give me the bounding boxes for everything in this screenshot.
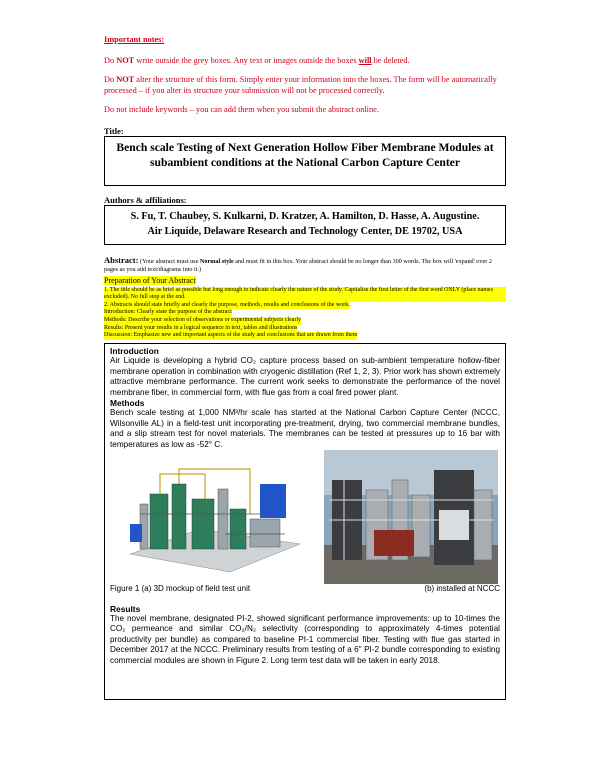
note-1: Do NOT write outside the grey boxes. Any text or images outside the boxes will be deleted. — [104, 56, 410, 65]
prep-item: Introduction: Clearly state the purpose of the abstract — [104, 309, 232, 316]
3d-mockup-image — [110, 454, 310, 582]
authors-label: Authors & affiliations: — [104, 195, 187, 205]
note-2: Do NOT alter the structure of this form. Simply enter your information into the boxes. The form will be automatically processed – if you alter its structure your submission will not be processed correctly. — [104, 75, 497, 95]
abstract-label: Abstract: — [104, 255, 139, 265]
preparation-heading: Preparation of Your Abstract — [104, 276, 196, 285]
note-3: Do not include keywords – you can add them when you submit the abstract online. — [104, 105, 379, 114]
figure-1-caption — [110, 584, 500, 595]
authors-box[interactable] — [104, 205, 506, 245]
prep-item: Discussion: Emphasize new and important aspects of the study and conclusions that are drawn from them — [104, 332, 358, 339]
abstract-instructions: Abstract: (Your abstract must use Normal style and must fit in this box. Your abstract should be no longer than 300 words. The box will 'expand' over 2 pages as you add text/diagrams into it.) — [104, 255, 492, 273]
intro-text: Air Liquide is developing a hybrid CO₂ capture process based on sub-ambient temperature hollow-fiber membrane operation in combination with cryogenic distillation (Ref 1, 2, 3). Prior work has shown extremely attractive membrane performance. The current work seeks to demonstrate the performance of the novel membrane fiber, in commercial form, with flue gas from a coal fired power plant. — [110, 356, 500, 397]
prep-item: 2. Abstracts should state briefly and clearly the purpose, methods, results and conclusions of the work. — [104, 301, 350, 308]
title-label: Title: — [104, 126, 124, 136]
methods-heading: Methods — [110, 398, 145, 408]
preparation-guidelines — [104, 276, 506, 340]
title-box[interactable] — [104, 136, 506, 186]
caption-right: (b) installed at NCCC — [424, 584, 500, 593]
author-names: S. Fu, T. Chaubey, S. Kulkarni, D. Kratzer, A. Hamilton, D. Hasse, A. Augustine. — [130, 211, 480, 222]
abstract-content-box[interactable] — [104, 343, 506, 700]
field-install-photo — [324, 450, 498, 584]
intro-heading: Introduction — [110, 346, 159, 356]
methods-text: Bench scale testing at 1,000 NM³/hr scale has started at the National Carbon Capture Center (NCCC, Wilsonville AL) in a field-test unit incorporating pre-treatment, drying, two commercial membrane bundles, and a slip stream test for novel materials. The membranes can be tested at pressures up to 16 bar with temperatures as low as -52° C. — [110, 408, 500, 449]
prep-item: 1. The title should be as brief as possible but long enough to indicate clearly the nature of the study. Capitalise the first letter of the first word ONLY (place names excluded). No full stop at the end. — [104, 287, 506, 302]
prep-item: Results: Present your results in a logical sequence in text, tables and illustrations — [104, 324, 298, 331]
prep-item: Methods: Describe your selection of observations or experimental subjects clearly — [104, 316, 302, 323]
important-notes — [104, 34, 504, 123]
paper-title: Bench scale Testing of Next Generation Hollow Fiber Membrane Modules at subambient conditions at the National Carbon Capture Center — [116, 141, 494, 169]
author-affiliation: Air Liquide, Delaware Research and Technology Center, DE 19702, USA — [147, 226, 463, 237]
figure-1 — [110, 454, 500, 582]
notes-heading: Important notes: — [104, 35, 165, 44]
caption-left: Figure 1 (a) 3D mockup of field test unit — [110, 584, 251, 593]
results-text: The novel membrane, designated PI-2, showed significant performance improvements: up to 10-times the CO₂ permeance and similar CO₂/N₂ selectivity (corresponding to approximately 4-times potential productivity per bundle) as compared to baseline PI-1 commercial fiber. Testing with flue gas started in December 2017 at the NCCC. Preliminary results from testing of a 6" PI-2 bundle corresponding to existing commercial modules are shown in Figure 2. Long term test data will be taken in early 2018. — [110, 613, 500, 665]
results-heading: Results — [110, 603, 141, 614]
